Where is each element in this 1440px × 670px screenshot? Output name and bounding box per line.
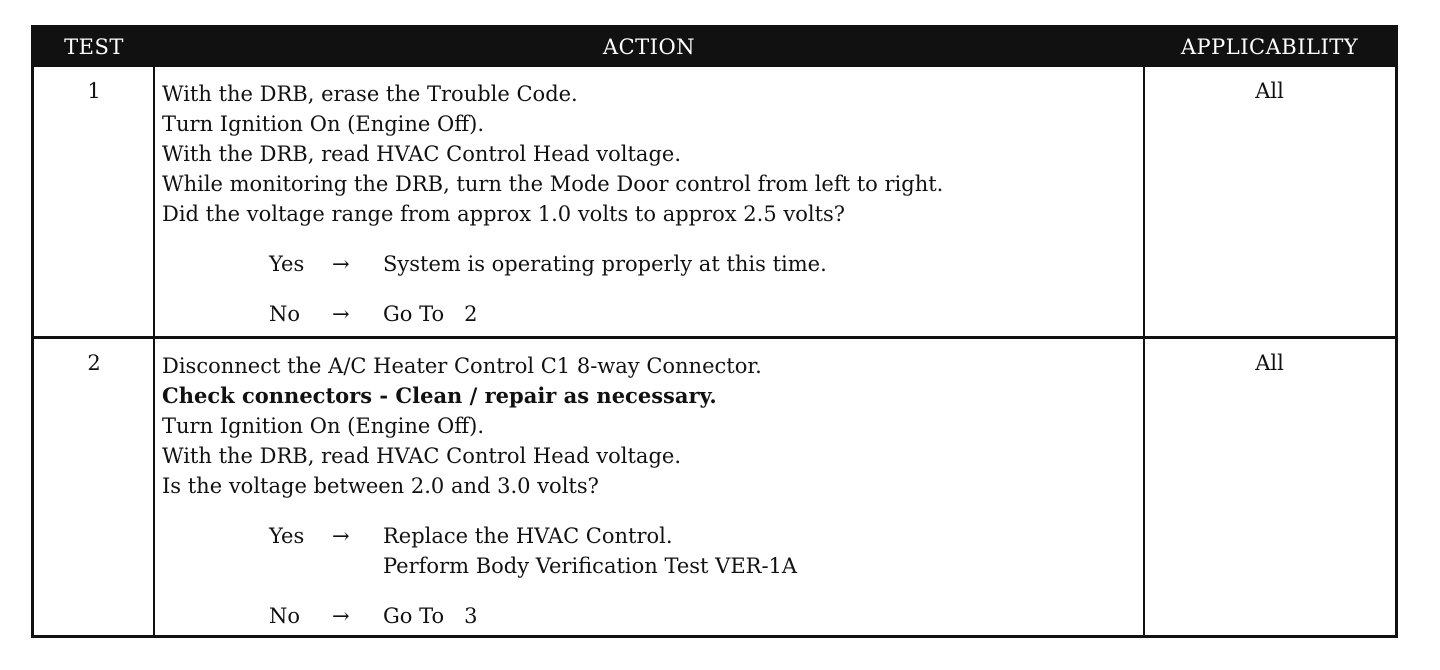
header-test: TEST bbox=[64, 35, 124, 59]
action-cell bbox=[162, 351, 1132, 631]
yes-result bbox=[162, 521, 1132, 581]
action-question: Did the voltage range from approx 1.0 volts to approx 2.5 volts? bbox=[162, 202, 846, 226]
arrow-right-icon: → bbox=[332, 604, 350, 628]
action-step: With the DRB, read HVAC Control Head voltage. bbox=[162, 142, 681, 166]
action-question: Is the voltage between 2.0 and 3.0 volts? bbox=[162, 474, 599, 498]
yes-outcome: Replace the HVAC Control. bbox=[383, 524, 673, 548]
action-step: While monitoring the DRB, turn the Mode Door control from left to right. bbox=[162, 172, 944, 196]
action-cell bbox=[162, 79, 1132, 329]
action-step: With the DRB, erase the Trouble Code. bbox=[162, 82, 578, 106]
no-outcome: Go To 3 bbox=[383, 604, 478, 628]
applicability-value: All bbox=[1255, 351, 1284, 375]
table-header bbox=[34, 28, 1395, 67]
yes-label: Yes bbox=[269, 252, 305, 276]
action-step: Turn Ignition On (Engine Off). bbox=[162, 112, 485, 136]
no-label: No bbox=[269, 302, 301, 326]
table-row bbox=[34, 67, 1395, 337]
action-step: Disconnect the A/C Heater Control C1 8-way Connector. bbox=[162, 354, 762, 378]
arrow-right-icon: → bbox=[332, 524, 350, 548]
no-label: No bbox=[269, 604, 301, 628]
table-row bbox=[34, 339, 1395, 635]
arrow-right-icon: → bbox=[332, 252, 350, 276]
yes-outcome-followup: Perform Body Verification Test VER-1A bbox=[383, 554, 798, 578]
header-action: ACTION bbox=[602, 35, 696, 59]
no-outcome: Go To 2 bbox=[383, 302, 478, 326]
applicability-value: All bbox=[1255, 79, 1284, 103]
test-number: 1 bbox=[87, 79, 101, 103]
no-result bbox=[162, 299, 1132, 329]
yes-outcome: System is operating properly at this time. bbox=[383, 252, 827, 276]
no-result bbox=[162, 601, 1132, 631]
action-step: With the DRB, read HVAC Control Head voltage. bbox=[162, 444, 681, 468]
action-warning: Check connectors - Clean / repair as necessary. bbox=[162, 383, 717, 408]
yes-label: Yes bbox=[269, 524, 305, 548]
header-applicability: APPLICABILITY bbox=[1180, 35, 1359, 59]
diagnostic-table bbox=[31, 25, 1398, 638]
action-step: Turn Ignition On (Engine Off). bbox=[162, 414, 485, 438]
test-number: 2 bbox=[87, 351, 101, 375]
yes-result bbox=[162, 249, 1132, 279]
arrow-right-icon: → bbox=[332, 302, 350, 326]
